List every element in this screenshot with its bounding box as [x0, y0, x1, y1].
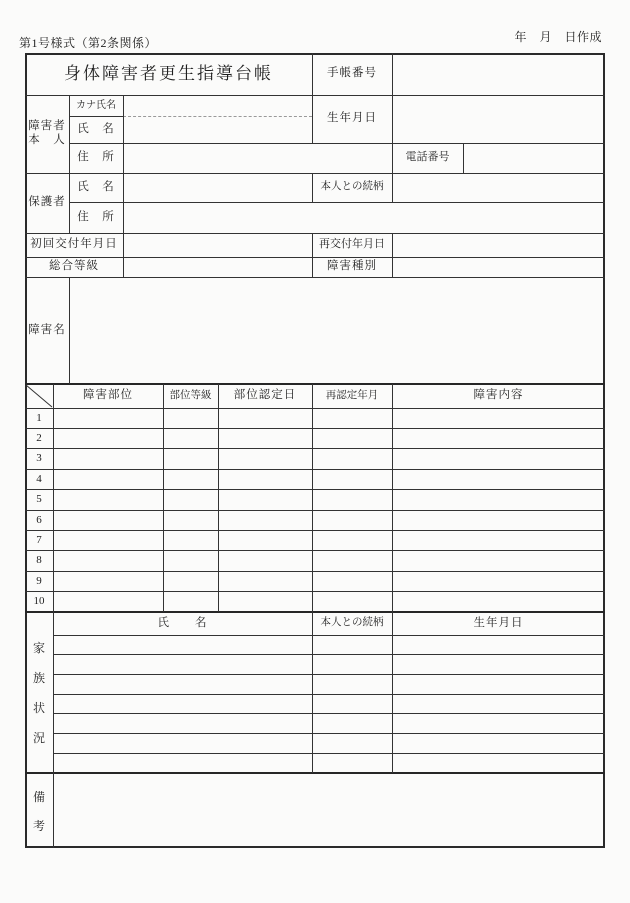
person-section-label-line2: 本 人 [28, 134, 66, 146]
remarks-field [53, 773, 605, 848]
grid-line-horizontal [25, 571, 605, 572]
family-label-char: 家 [32, 641, 45, 655]
grid-line-vertical [312, 53, 313, 143]
disability-row-number: 2 [36, 431, 42, 444]
guardian-section-label: 保護者 [28, 196, 66, 209]
disability-row-number: 8 [36, 554, 42, 567]
family-label-char: 況 [32, 731, 45, 745]
grid-line-vertical [312, 173, 313, 202]
person-name-field [123, 116, 312, 143]
col-header-detail: 障害内容 [473, 389, 524, 402]
reissue-field [392, 233, 605, 257]
grid-line-vertical [392, 384, 393, 773]
guardian-name-field [123, 173, 312, 202]
grid-line-horizontal [69, 116, 123, 117]
grid-line-vertical [218, 384, 219, 612]
person-section-label-line1: 障害者 [28, 120, 66, 133]
guardian-name-label: 氏 名 [77, 180, 115, 193]
form-title: 身体障害者更生指導台帳 [64, 63, 273, 83]
handbook-number-field [392, 53, 605, 95]
grid-line-horizontal [25, 95, 605, 96]
grid-line-horizontal [53, 694, 605, 695]
disability-row-number: 7 [36, 533, 42, 546]
disability-row-number: 3 [36, 452, 42, 465]
grid-line-vertical [123, 95, 124, 277]
family-header-name: 氏 名 [157, 616, 208, 629]
grid-line-horizontal [25, 408, 605, 409]
grid-line-vertical [163, 384, 164, 612]
grid-line-horizontal [53, 713, 605, 714]
person-address-field [123, 143, 392, 173]
remarks-label-char: 備 [32, 789, 45, 804]
col-header-grade: 部位等級 [169, 389, 212, 401]
disability-name-label: 障害名 [28, 323, 66, 336]
family-header-relation: 本人との続柄 [320, 617, 384, 629]
phone-field [463, 143, 605, 173]
grid-line-vertical [392, 53, 393, 202]
col-header-recert-date: 再認定年月 [325, 389, 379, 401]
diagonal-corner-line [25, 384, 53, 408]
person-section-label [25, 95, 69, 173]
disability-row-number: 6 [36, 513, 42, 526]
disability-row-number: 9 [36, 574, 42, 587]
first-issue-field [123, 233, 312, 257]
kana-name-label: カナ氏名 [76, 99, 116, 111]
grid-line-horizontal [25, 591, 605, 592]
grid-line-horizontal [25, 383, 605, 385]
grid-line-horizontal [25, 611, 605, 613]
guardian-address-label: 住 所 [77, 210, 115, 223]
grid-line-horizontal [25, 277, 605, 278]
first-issue-label: 初回交付年月日 [30, 238, 118, 251]
grid-line-horizontal [25, 233, 605, 234]
grid-line-horizontal [53, 753, 605, 754]
grid-line-horizontal [25, 428, 605, 429]
remarks-label-char: 考 [32, 818, 45, 833]
family-label-char: 状 [32, 701, 45, 715]
grid-line-horizontal [25, 469, 605, 470]
disability-type-field [392, 257, 605, 277]
disability-row-number: 1 [36, 411, 42, 424]
family-header-birthdate: 生年月日 [473, 616, 524, 629]
disability-row-number: 10 [33, 595, 45, 608]
grid-line-horizontal [25, 530, 605, 531]
phone-label: 電話番号 [405, 151, 450, 164]
family-label-char: 族 [32, 671, 45, 685]
grid-line-vertical [392, 233, 393, 277]
grid-line-horizontal [25, 550, 605, 551]
grid-line-vertical [69, 277, 70, 384]
grid-line-vertical [312, 233, 313, 277]
grid-line-horizontal [25, 510, 605, 511]
col-header-part: 障害部位 [83, 389, 133, 402]
remarks-section-label [25, 773, 53, 848]
form-code: 第1号様式（第2条関係） [19, 36, 158, 50]
created-date: 年 月 日作成 [514, 30, 602, 44]
birthdate-label: 生年月日 [327, 112, 377, 125]
grid-line-horizontal [69, 202, 605, 203]
reissue-label: 再交付年月日 [319, 238, 385, 251]
grid-line-horizontal [25, 772, 605, 774]
disability-row-number: 5 [36, 493, 42, 506]
overall-grade-field [123, 257, 312, 277]
person-address-label: 住 所 [77, 151, 115, 164]
guardian-relation-field [392, 173, 605, 202]
grid-line-vertical [463, 143, 464, 173]
kana-name-field [123, 95, 312, 116]
guardian-relation-label: 本人との続柄 [320, 181, 384, 193]
disability-type-label: 障害種別 [327, 260, 377, 273]
guardian-address-field [123, 202, 605, 233]
kana-name-dashed-divider [123, 116, 312, 117]
grid-line-horizontal [53, 733, 605, 734]
grid-line-horizontal [25, 448, 605, 449]
grid-line-vertical [69, 95, 70, 233]
overall-grade-label: 総合等級 [49, 260, 99, 273]
grid-line-horizontal [25, 257, 605, 258]
handbook-number-label: 手帳番号 [327, 67, 377, 80]
grid-line-horizontal [53, 674, 605, 675]
grid-line-vertical [312, 384, 313, 773]
family-section-label [25, 612, 53, 773]
grid-line-horizontal [25, 173, 605, 174]
grid-line-horizontal [53, 654, 605, 655]
birthdate-field [392, 95, 605, 143]
disability-row-number: 4 [36, 472, 42, 485]
col-header-certified-date: 部位認定日 [233, 389, 297, 402]
grid-line-horizontal [69, 143, 605, 144]
person-name-label: 氏 名 [77, 122, 115, 135]
disability-name-field [69, 277, 605, 384]
grid-line-horizontal [25, 489, 605, 490]
grid-line-horizontal [53, 635, 605, 636]
